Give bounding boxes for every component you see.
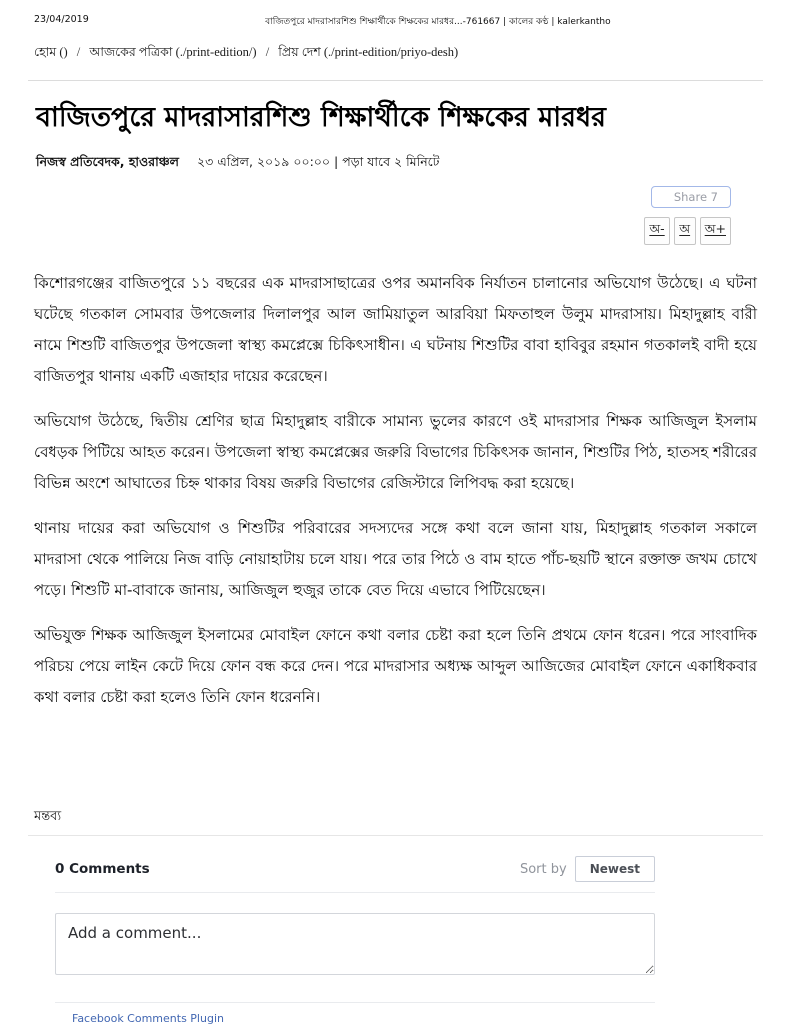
print-page-title: বাজিতপুরে মাদরাসারশিশু শিক্ষার্থীকে শিক্ষকের মারধর...-761667 | কালের কণ্ঠ | kalerkantho — [265, 17, 611, 27]
comments-divider — [28, 835, 763, 836]
comments-header — [55, 856, 655, 882]
breadcrumb-separator: / — [76, 45, 81, 59]
facebook-comments-plugin-link[interactable]: Facebook Comments Plugin — [72, 1012, 224, 1025]
font-decrease-button[interactable]: অ- — [644, 217, 669, 245]
comments-section-title: মন্তব্য — [34, 809, 62, 824]
comment-input[interactable] — [55, 913, 655, 975]
article-paragraph: অভিযুক্ত শিক্ষক আজিজুল ইসলামের মোবাইল ফোনে কথা বলার চেষ্টা করা হলে তিনি প্রথমে ফোন ধরেন। পরে সাংবাদিক পরিচয় পেয়ে লাইন কেটে দিয়ে ফোন বন্ধ করে দেন। পরে মাদরাসার অধ্যক্ষ আব্দুল আজিজের মোবাইল ফোনে একাধিকবার কথা বলার চেষ্টা করা হলেও তিনি ফোন ধরেননি। — [34, 626, 757, 706]
byline-date-readtime: ২৩ এপ্রিল, ২০১৯ ০০:০০ | পড়া যাবে ২ মিনিটে — [196, 154, 440, 169]
font-increase-button[interactable]: অ+ — [700, 217, 731, 245]
sort-order-dropdown[interactable]: Newest — [575, 856, 655, 882]
font-default-button[interactable]: অ — [674, 217, 696, 245]
comments-section — [28, 807, 763, 1026]
print-date: 23/04/2019 — [34, 14, 89, 25]
font-size-controls — [644, 217, 731, 245]
article-body — [28, 268, 763, 713]
sort-by-label: Sort by — [519, 861, 567, 877]
byline — [28, 154, 763, 174]
comments-header-divider — [55, 892, 655, 893]
facebook-share-button[interactable]: Share 7 — [651, 186, 731, 208]
header-divider — [28, 80, 763, 81]
comments-count: 0 Comments — [55, 861, 150, 877]
article-paragraph: থানায় দায়ের করা অভিযোগ ও শিশুটির পরিবারের সদস্যদের সঙ্গে কথা বলে জানা যায়, মিহাদুল্লাহ গতকাল সকালে মাদরাসা থেকে পালিয়ে নিজ বাড়ি নোয়াহাটায় চলে যায়। পরে তার পিঠে ও বাম হাতে পাঁচ-ছয়টি স্থানে রক্তাক্ত জখম চোখে পড়ে। শিশুটি মা-বাবাকে জানায়, আজিজুল হুজুর তাকে বেত দিয়ে এভাবে পিটিয়েছেন। — [34, 519, 757, 599]
breadcrumb-item-priyo-desh[interactable]: প্রিয় দেশ (./print-edition/priyo-desh) — [278, 45, 459, 59]
facebook-comments-widget — [55, 856, 655, 1026]
article-headline: বাজিতপুরে মাদরাসারশিশু শিক্ষার্থীকে শিক্ষকের মারধর — [36, 102, 606, 133]
print-header — [28, 14, 763, 29]
article-toolbar — [28, 186, 731, 245]
comments-sort — [520, 856, 655, 882]
article-paragraph: কিশোরগঞ্জের বাজিতপুরে ১১ বছরের এক মাদরাসাছাত্রের ওপর অমানবিক নির্যাতন চালানোর অভিযোগ উঠেছে। এ ঘটনা ঘটেছে গতকাল সোমবার উপজেলার দিলালপুর আল জামিয়াতুল আরবিয়া মিফতাহুল উলুম মাদরাসায়। মিহাদুল্লাহ বারী নামে শিশুটি বাজিতপুর উপজেলা স্বাস্থ্য কমপ্লেক্সে চিকিৎসাধীন। এ ঘটনায় শিশুটির বাবা হাবিবুর রহমান গতকালই বাদী হয়ে বাজিতপুর থানায় একটি এজাহার দায়ের করেছেন। — [34, 274, 757, 385]
breadcrumb-separator: / — [265, 45, 270, 59]
breadcrumb-item-print-edition[interactable]: আজকের পত্রিকা (./print-edition/) — [89, 45, 257, 59]
breadcrumb-item-home[interactable]: হোম () — [34, 45, 68, 59]
breadcrumb — [28, 44, 763, 64]
byline-author: নিজস্ব প্রতিবেদক, হাওরাঞ্চল — [36, 154, 179, 169]
comments-footer-divider — [55, 1002, 655, 1003]
article-paragraph: অভিযোগ উঠেছে, দ্বিতীয় শ্রেণির ছাত্র মিহাদুল্লাহ বারীকে সামান্য ভুলের কারণে ওই মাদরাসার শিক্ষক আজিজুল ইসলাম বেধড়ক পিটিয়ে আহত করেন। উপজেলা স্বাস্থ্য কমপ্লেক্সের জরুরি বিভাগের চিকিৎসক জানান, শিশুটির পিঠ, হাতসহ শরীরের বিভিন্ন অংশে আঘাতের চিহ্ন থাকার বিষয় জরুরি বিভাগের রেজিস্টারে লিপিবদ্ধ করা হয়েছে। — [34, 412, 757, 492]
